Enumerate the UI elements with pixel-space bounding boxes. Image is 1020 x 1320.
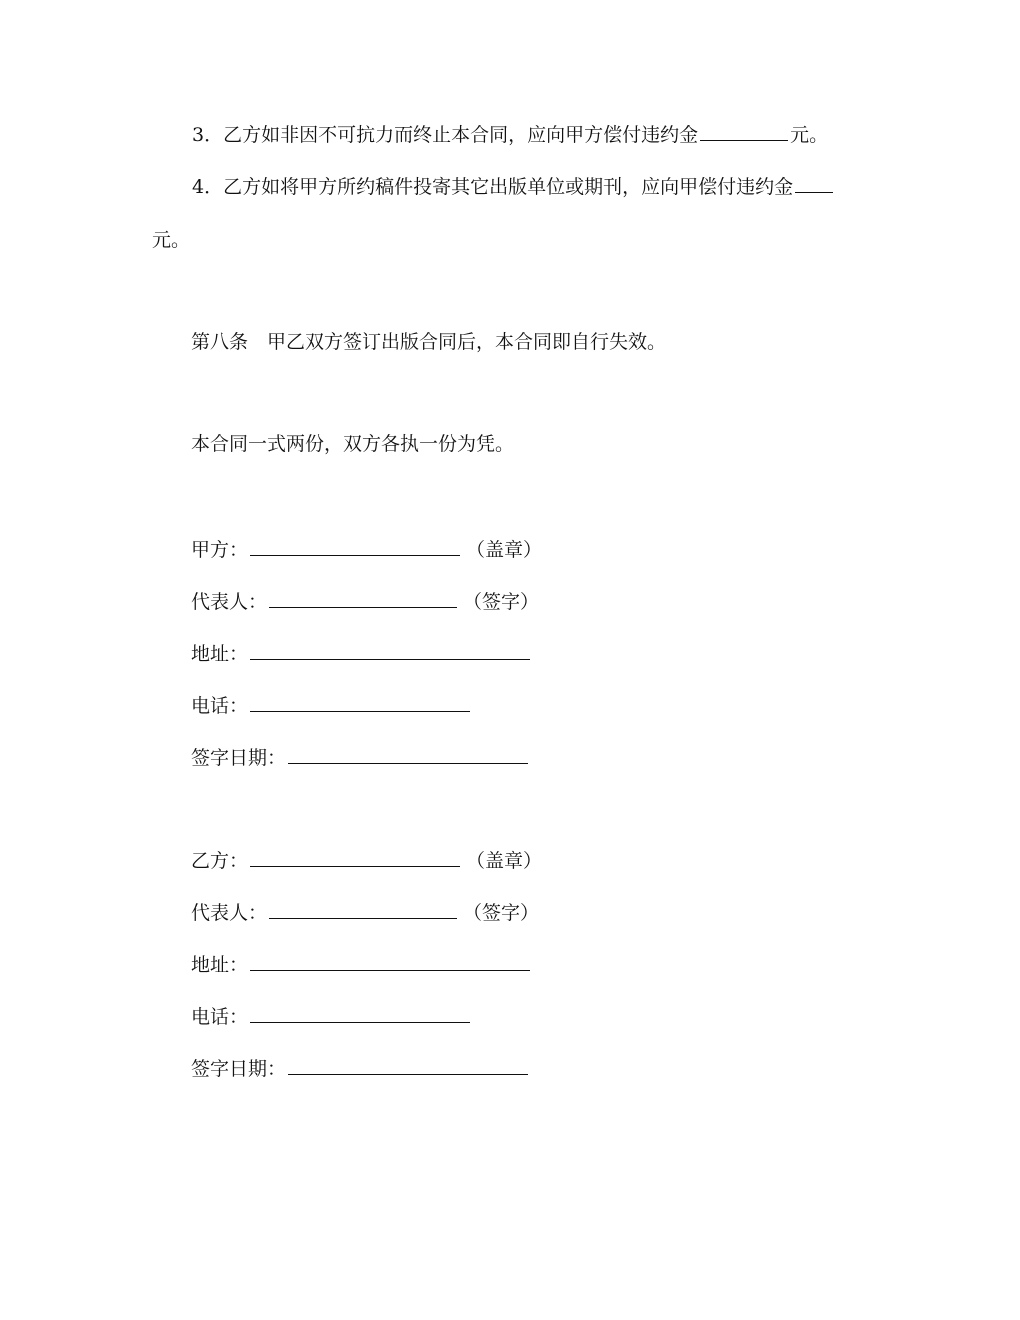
party-b-representative-row — [191, 900, 539, 925]
clause-3-text: 3．乙方如非因不可抗力而终止本合同，应向甲方偿付违约金 — [192, 124, 699, 146]
clause-4-continuation — [152, 228, 190, 252]
party-a-row — [191, 537, 542, 562]
party-b-address-field[interactable] — [250, 952, 530, 971]
clause-3 — [192, 122, 828, 147]
party-a-date-label: 签字日期： — [191, 747, 287, 769]
party-b-representative-field[interactable] — [269, 900, 457, 919]
clause-4-text: 4．乙方如将甲方所约稿件投寄其它出版单位或期刊，应向甲偿付违约金 — [192, 176, 794, 198]
party-a-phone-row — [191, 693, 472, 718]
penalty-amount-blank-3 — [700, 122, 788, 141]
party-b-phone-row — [191, 1004, 472, 1029]
penalty-amount-blank-4 — [795, 174, 833, 193]
clause-4 — [192, 174, 835, 199]
party-b-date-row — [191, 1056, 530, 1081]
party-b-name-field[interactable] — [250, 848, 460, 867]
article-8-text: 第八条 甲乙双方签订出版合同后，本合同即自行失效。 — [191, 331, 667, 353]
party-a-representative-field[interactable] — [269, 589, 457, 608]
party-a-address-row — [191, 641, 532, 666]
copies-statement — [191, 432, 514, 456]
party-b-address-row — [191, 952, 532, 977]
party-a-sign-note: （签字） — [463, 591, 540, 613]
party-b-seal-note: （盖章） — [466, 850, 543, 872]
party-b-representative-label: 代表人： — [191, 902, 268, 924]
party-a-date-row — [191, 745, 530, 770]
clause-4-suffix: 元。 — [152, 229, 191, 251]
party-a-address-field[interactable] — [250, 641, 530, 660]
party-a-name-field[interactable] — [250, 537, 460, 556]
party-a-representative-label: 代表人： — [191, 591, 268, 613]
party-a-phone-label: 电话： — [191, 695, 249, 717]
article-8 — [191, 330, 666, 354]
party-b-address-label: 地址： — [191, 954, 249, 976]
party-a-date-field[interactable] — [288, 745, 528, 764]
party-b-phone-label: 电话： — [191, 1006, 249, 1028]
party-b-date-field[interactable] — [288, 1056, 528, 1075]
party-b-sign-note: （签字） — [463, 902, 540, 924]
party-b-phone-field[interactable] — [250, 1004, 470, 1023]
party-b-date-label: 签字日期： — [191, 1058, 287, 1080]
party-a-seal-note: （盖章） — [466, 539, 543, 561]
party-b-label: 乙方： — [191, 850, 249, 872]
party-a-label: 甲方： — [191, 539, 249, 561]
clause-3-suffix: 元。 — [790, 124, 829, 146]
party-a-address-label: 地址： — [191, 643, 249, 665]
party-a-phone-field[interactable] — [250, 693, 470, 712]
copies-text: 本合同一式两份，双方各执一份为凭。 — [191, 433, 515, 455]
party-a-representative-row — [191, 589, 539, 614]
party-b-row — [191, 848, 542, 873]
